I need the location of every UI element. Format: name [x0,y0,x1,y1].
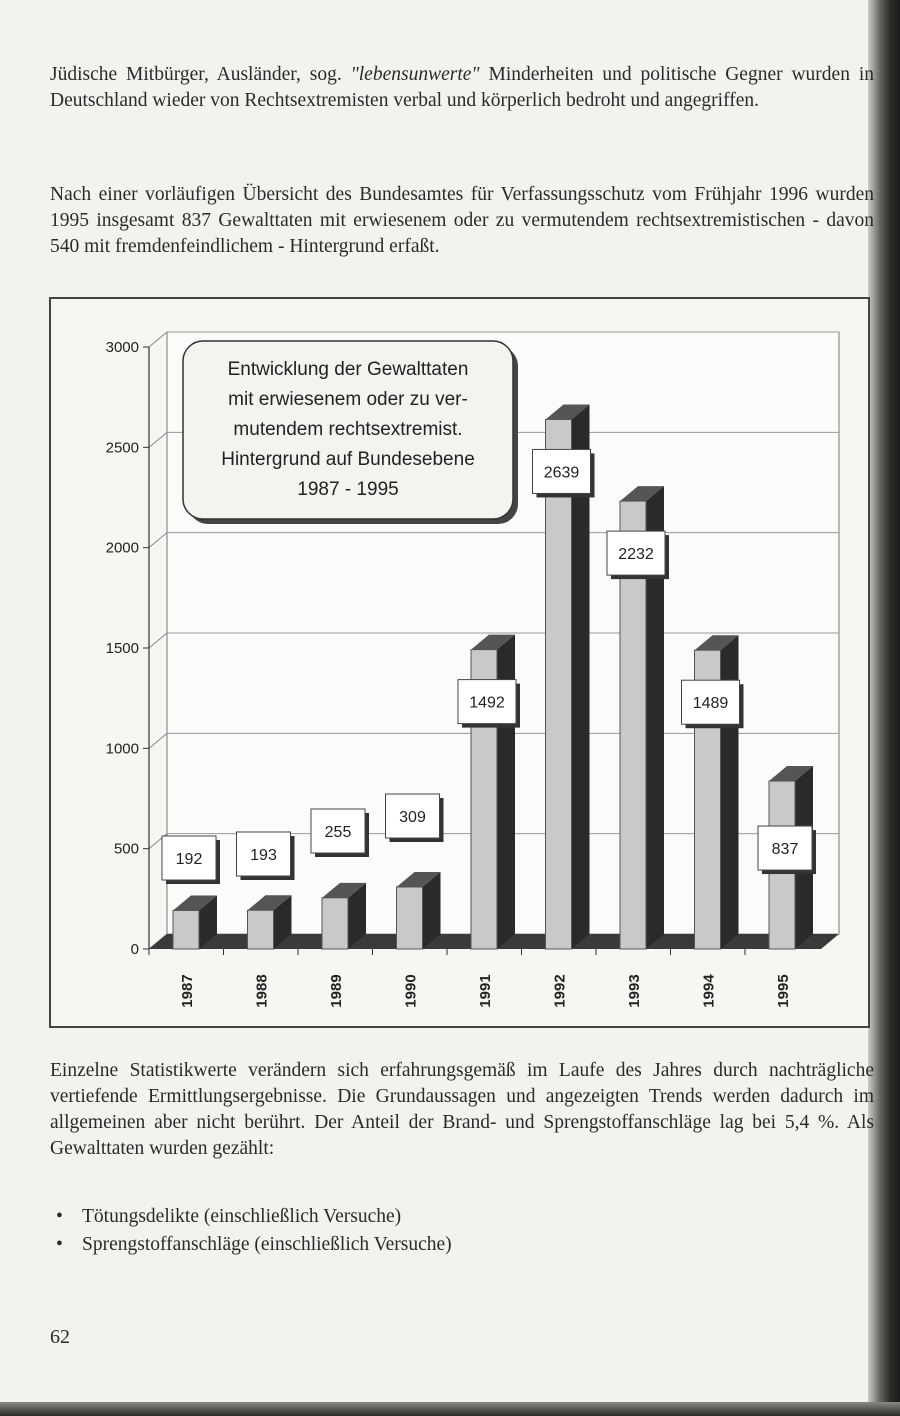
data-label: 309 [399,809,426,826]
y-tick-label: 3000 [105,339,139,356]
x-tick-label: 1993 [626,974,643,1008]
bar [322,898,348,949]
intro-emphasis: "lebensunwerte" [350,64,480,85]
list-item-text: Tötungsdelikte (einschließlich Versuche) [82,1206,402,1227]
x-tick-label: 1989 [328,974,345,1008]
y-tick-label: 2500 [105,439,139,457]
y-tick-label: 1500 [105,640,139,657]
chart-title-line: mit erwiesenem oder zu ver- [228,389,468,410]
x-tick-label: 1992 [551,974,569,1008]
intro-text-end: Minderheiten und politische Gegner wurden in Deutschland wieder von Rechtsextremisten verbal und körperlich bedroht und angegriffen. [50,64,874,111]
page-number: 62 [50,1326,70,1348]
bar [546,419,572,949]
y-tick-label: 2000 [105,539,139,557]
gridline-side [149,432,167,447]
chart-title-line: 1987 - 1995 [297,479,399,500]
gridline-side [149,332,167,347]
x-tick-label: 1990 [402,974,420,1008]
gridline-side [149,533,167,548]
data-label: 1489 [692,695,729,713]
intro-paragraph [50,62,874,114]
bar [397,887,423,949]
bar [248,910,274,949]
offence-list [50,1203,452,1259]
x-tick-label: 1995 [775,974,792,1008]
data-label: 193 [250,847,277,864]
x-tick-label: 1994 [700,974,718,1008]
bullet-dot-icon: • [56,1234,63,1255]
chart-title-line: mutendem rechtsextremist. [233,419,463,440]
data-label: 2232 [618,546,654,564]
y-tick-label: 500 [113,840,139,858]
x-tick-label: 1987 [179,974,196,1008]
data-label: 1492 [469,694,505,712]
chart-frame [49,297,870,1028]
data-label: 2639 [543,464,580,482]
summary-paragraph: Nach einer vorläufigen Übersicht des Bundesamtes für Verfassungsschutz vom Frühjahr 1996 wurden 1995 insgesamt 837 Gewalttaten mit erwiesenem oder zu vermutendem rechtsextremistischen - davon 540 mit fremdenfeindlichem - Hintergrund erfaßt. [50,184,874,257]
intro-text-start: Jüdische Mitbürger, Ausländer, sog. [50,64,351,85]
list-item [50,1203,452,1231]
gridline-side [149,733,167,748]
data-label: 192 [175,851,203,868]
list-item-text: Sprengstoffanschläge (einschließlich Versuche) [82,1234,452,1255]
data-label: 837 [771,841,799,859]
list-item [50,1231,452,1259]
bar [173,910,199,949]
chart-title-line: Hintergrund auf Bundesebene [221,449,475,470]
y-tick-label: 0 [130,941,139,958]
bullet-dot-icon: • [56,1206,63,1227]
x-tick-label: 1991 [477,974,494,1008]
y-tick-label: 1000 [105,740,139,758]
gridline-side [149,633,167,648]
data-label: 255 [324,824,352,841]
bar-chart [51,299,868,1026]
x-tick-label: 1988 [253,974,271,1008]
chart-title-line: Entwicklung der Gewalttaten [227,359,469,380]
statistics-paragraph: Einzelne Statistikwerte verändern sich erfahrungsgemäß im Laufe des Jahres durch nachträgliche vertiefende Ermittlungsergebnisse. Die Grundaussagen und angezeigten Trends werden dadurch im allgemeinen aber nicht berührt. Der Anteil der Brand- und Sprengstoffanschläge lag bei 5,4 %. Als Gewalttaten wurden gezählt: [50,1060,874,1159]
page-bottom-edge [0,1402,900,1416]
